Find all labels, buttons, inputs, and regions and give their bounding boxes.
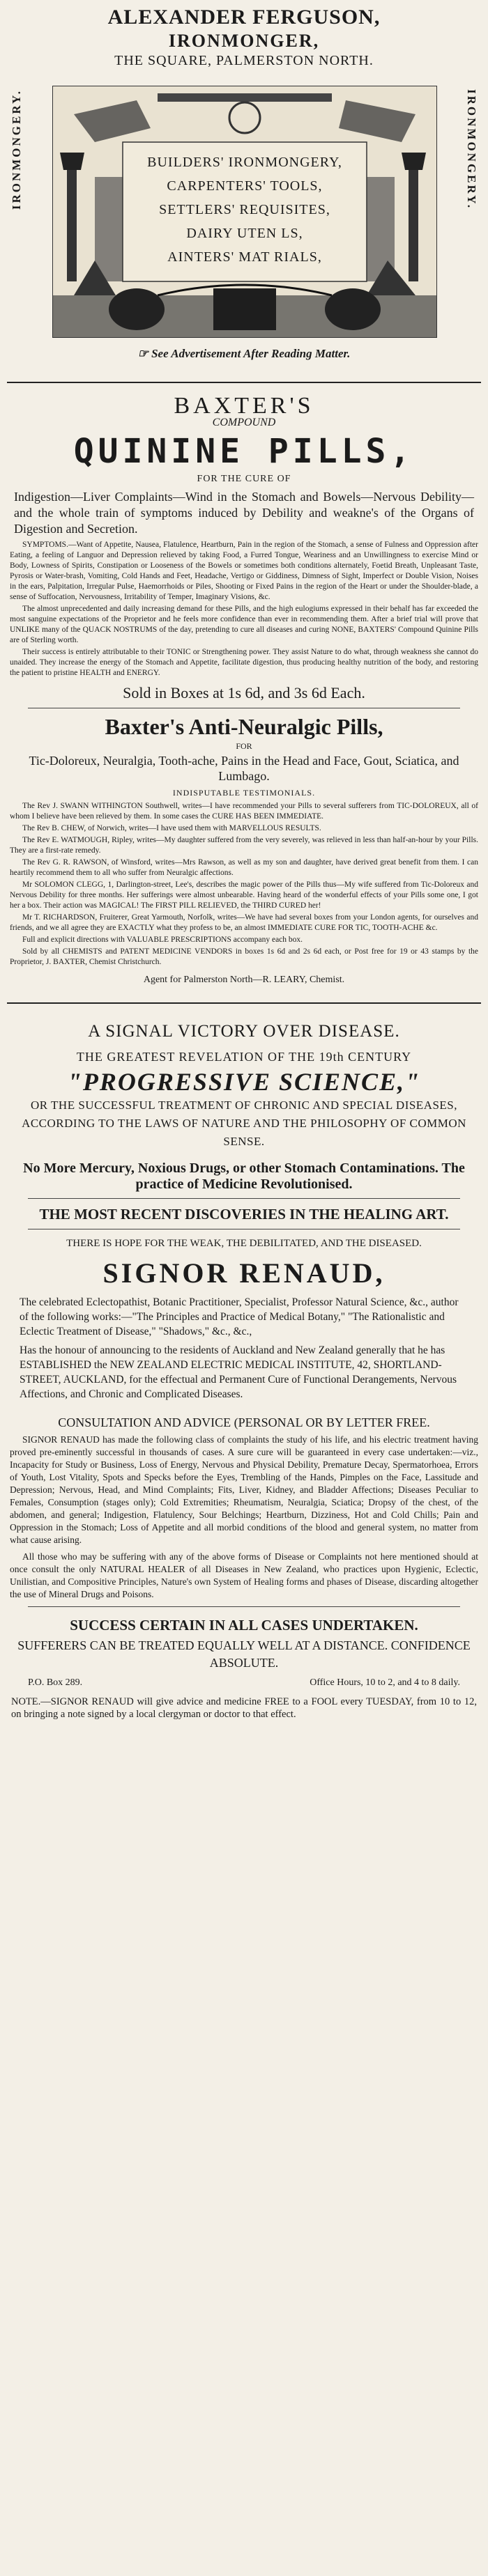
side-label-left: IRONMONGERY. [10, 89, 23, 210]
free-advice-note: NOTE.—SIGNOR RENAUD will give advice and medicine FREE to a FOOL every TUESDAY, from 10 to 12, on bringing a note signed by a local clergyman or doctor to that effect. [11, 1696, 477, 1720]
pointing-hand-icon: ☞ [137, 347, 152, 360]
ferguson-item: SETTLERS' REQUISITES, [159, 202, 330, 217]
testimonial: The Rev J. SWANN WITHINGTON Southwell, writes—I have recommended your Pills to several sufferers from TIC-DOLOREUX, all of whom I believe have been relieved by them. In some cases the CURE HAS BEEN IMMEDIATE. [10, 802, 478, 821]
success-paragraph: Their success is entirely attributable to their TONIC or Strengthening power. They assist Nature to do what, through weakness she cannot do unaided. They increase the energy of the Stomach and Appetite, facilitate digestion, thus producing healthy nutrition of the body, and restoring the patient to pristine HEALTH and ENERGY. [10, 648, 478, 677]
testimonial: Mr SOLOMON CLEGG, 1, Darlington-street, Lee's, describes the magic power of the Pills thus—My wife suffered from Tic-Doloreux and Nervous Debility for three months. Her sufferings were almost unbearable. Having heard of the wonderful effects of your Pills some one, I got her a box. Their action was MAGICAL! The FIRST PILL RELIEVED, the THIRD CURED her! [10, 880, 478, 910]
advantage-paragraph: The almost unprecedented and daily increasing demand for these Pills, and the high eulogiums expressed in their behalf has far exceeded the most sanguine expectations of the Proprietor and he feels more confidence than ever in recommending them. After a brief trial will prove that UNLIKE many of the QUACK NOSTRUMS of the day, pretending to cure all diseases and curing NONE, BAXTERS' Compound Quinine Pills are of Sterling worth. [10, 605, 478, 644]
sold-by-note: Sold by all CHEMISTS and PATENT MEDICINE VENDORS in boxes 1s 6d and 2s 6d each, or Post free for 19 or 43 stamps by the Proprietor, J. BAXTER, Chemist Christchurch. [10, 947, 478, 966]
divider [28, 1606, 460, 1607]
testimonials [0, 801, 488, 968]
ferguson-item: AINTERS' MAT RIALS, [167, 249, 322, 265]
treated-at-distance: SUFFERERS CAN BE TREATED EQUALLY WELL AT A DISTANCE. CONFIDENCE ABSOLUTE. [17, 1638, 471, 1670]
see-advertisement: ☞ See Advertisement After Reading Matter. [137, 347, 351, 360]
renaud-body-text [0, 1434, 488, 1601]
for-label: FOR [236, 741, 252, 751]
contact-line [0, 1672, 488, 1689]
indisputable-heading: INDISPUTABLE TESTIMONIALS. [172, 788, 316, 798]
anti-neuralgic-heading: Baxter's Anti-Neuralgic Pills, [105, 714, 383, 739]
for-the-cure-label: FOR THE CURE OF [197, 474, 291, 484]
ferguson-advertisement [0, 6, 488, 382]
baxter-body-text [0, 540, 488, 678]
sold-in-boxes: Sold in Boxes at 1s 6d, and 3s 6d Each. [123, 684, 365, 701]
baxters-heading: BAXTER'S [174, 393, 314, 419]
ferguson-name: ALEXANDER FERGUSON, [107, 6, 381, 29]
complaints-paragraph: SIGNOR RENAUD has made the following class of complaints the study of his life, and his electric treatment having proved pre-eminently successful in thousands of cases. A sure cure will be guaranteed in every case undertaken:—viz., Incapacity for Study or Business, Loss of Energy, Nervous and Physical Debility, Premature Decay, Spermatorhoea, Errors of Youth, Lost Vitality, Spots and Specks before the Eyes, Trembling of the Hands, Pimples on the Face, Lassitude and Depression; Nervous, Head, and Mind Complaints; Fits, Liver, Kidney, and Bladder Affections; Diseases Peculiar to Females, Consumption (stages only); Cold Extremities; Rheumatism, Neuralgia, Sciatica; Dropsy of the chest, of the abdomen, and general; Indigestion, Flatulency, Sour Belchings; Heartburn, Dizziness, Hot and Cold Chills; Pain and Oppression in the Stomach; Loss of Appetite and all morbid conditions of the blood and general system, no matter from what cause arising. [10, 1434, 478, 1545]
sufferers-paragraph: All those who may be suffering with any of the above forms of Disease or Complaints not here mentioned should at once consult the only NATURAL HEALER of all Diseases in New Zealand, who practices upon Hygienic, Eclectic, Unilistian, and Compositive Principles, Nature's own System of Healing forms and phases of Disease, discarding altogether the use of Mineral Drugs and Poisons. [10, 1551, 478, 1599]
baxter-advertisement [0, 393, 488, 986]
symptoms-paragraph: SYMPTOMS.—Want of Appetite, Nausea, Flatulence, Heartburn, Pain in the region of the Stomach, a sense of Fulness and Oppression after Eating, a feeling of Languor and Depression relieved by taking Food, a Furred Tongue, Weariness and an Unwillingness to exercise Mind or Body, Lowness of Spirits, Constipation or Looseness of the Bowels or sometimes both conditions alternately, Foetid Breath, Unpleasant Taste, Pyrosis or Water-brash, Vomiting, Cold Hands and Feet, Headache, Vertigo or Giddiness, Dimness of Sight, Imperfect or Double Vision, Noises in the ears, Palpitation, Irregular Pulse, Haemorrhoids or Piles, Shooting or Fixed Pains in the region of the Heart or under the Shoulder-blade, a sense of Suffocation, Nervousness, Irritability of Temper, Imaginary Visions, &c. [10, 541, 478, 601]
renaud-institute: Has the honour of announcing to the residents of Auckland and New Zealand generally that he has ESTABLISHED the NEW ZEALAND ELECTRIC MEDICAL INSTITUTE, 42, SHORTLAND-STREET, AUCKLAND, for the effectual and Permanent Cure of Functional Derangements, Nervous Affections, and Chronic and Complicated Diseases. [20, 1344, 457, 1400]
recent-discoveries: THE MOST RECENT DISCOVERIES IN THE HEALING ART. [39, 1206, 449, 1223]
greatest-revelation: THE GREATEST REVELATION OF THE 19th CENTURY [76, 1050, 412, 1064]
renaud-advertisement [0, 1022, 488, 1721]
success-certain: SUCCESS CERTAIN IN ALL CASES UNDERTAKEN. [70, 1617, 418, 1634]
office-hours: Office Hours, 10 to 2, and 4 to 8 daily. [310, 1677, 460, 1688]
tic-doloreux-text: Tic-Doloreux, Neuralgia, Tooth-ache, Pains in the Head and Face, Gout, Sciatica, and Lumbago. [29, 754, 459, 783]
hope-line: THERE IS HOPE FOR THE WEAK, THE DEBILITATED, AND THE DISEASED. [66, 1238, 422, 1249]
po-box: P.O. Box 289. [28, 1677, 83, 1688]
testimonial: The Rev B. CHEW, of Norwich, writes—I have used them with MARVELLOUS RESULTS. [22, 824, 321, 832]
no-more-mercury: No More Mercury, Noxious Drugs, or other Stomach Contaminations. The practice of Medicine Revolutionised. [23, 1161, 465, 1192]
ironmongery-engraving [52, 86, 437, 338]
directions-note: Full and explicit directions with VALUABLE PRESCRIPTIONS accompany each box. [22, 936, 303, 944]
renaud-credentials: The celebrated Eclectopathist, Botanic Practitioner, Specialist, Professor Natural Science, &c., author of the following works:—"The Principles and Practice of Medical Botany," "The Rationalistic and Eclectic Treatment of Disease," "Shadows," &c., &c., [20, 1296, 459, 1337]
quinine-pills-heading: QUININE PILLS, [73, 432, 415, 471]
divider [7, 382, 481, 383]
testimonial: The Rev E. WATMOUGH, Ripley, writes—My daughter suffered from the very severely, was relieved in less than half-an-hour by your Pills. They are a first-rate remedy. [10, 836, 478, 855]
ferguson-item: BUILDERS' IRONMONGERY, [147, 155, 342, 170]
ferguson-address: THE SQUARE, PALMERSTON NORTH. [114, 53, 374, 68]
compound-label: COMPOUND [212, 417, 276, 428]
victory-heading: A SIGNAL VICTORY OVER DISEASE. [88, 1022, 400, 1041]
divider [7, 1002, 481, 1004]
ferguson-item: CARPENTERS' TOOLS, [167, 178, 323, 194]
progressive-science-heading: "PROGRESSIVE SCIENCE," [67, 1068, 421, 1096]
signor-renaud-heading: SIGNOR RENAUD, [102, 1257, 386, 1289]
divider [28, 1198, 460, 1199]
testimonial: The Rev G. R. RAWSON, of Winsford, writes—Mrs Rawson, as well as my son and daughter, have derived great benefit from them. I can heartily recommend them to all who suffer from Neuralgic affections. [10, 858, 478, 877]
ferguson-item: DAIRY UTEN LS, [186, 226, 303, 241]
successful-treatment-text: OR THE SUCCESSFUL TREATMENT OF CHRONIC AND SPECIAL DISEASES, ACCORDING TO THE LAWS OF NATURE AND THE PHILOSOPHY OF COMMON SENSE. [22, 1099, 466, 1148]
renaud-introduction [0, 1292, 488, 1404]
testimonial: Mr T. RICHARDSON, Fruiterer, Great Yarmouth, Norfolk, writes—We have had several boxes from your London agents, for ourselves and friends, and we all agree they are EXACTLY what they profess to be, an almost IMMEDIATE CURE FOR TIC, TOOTH-ACHE &c. [10, 913, 478, 932]
ferguson-trade: IRONMONGER, [168, 31, 320, 51]
ferguson-item-list [130, 150, 360, 269]
consultation-line: CONSULTATION AND ADVICE (PERSONAL OR BY LETTER FREE. [58, 1415, 430, 1429]
indigestion-text: Indigestion—Liver Complaints—Wind in the Stomach and Bowels—Nervous Debility—and the whole train of symptoms induced by Debility and weakne's of the Organs of Digestion and Secretion. [14, 490, 474, 536]
side-label-right: IRONMONGERY. [465, 89, 478, 210]
agent-line: Agent for Palmerston North—R. LEARY, Chemist. [143, 975, 345, 985]
